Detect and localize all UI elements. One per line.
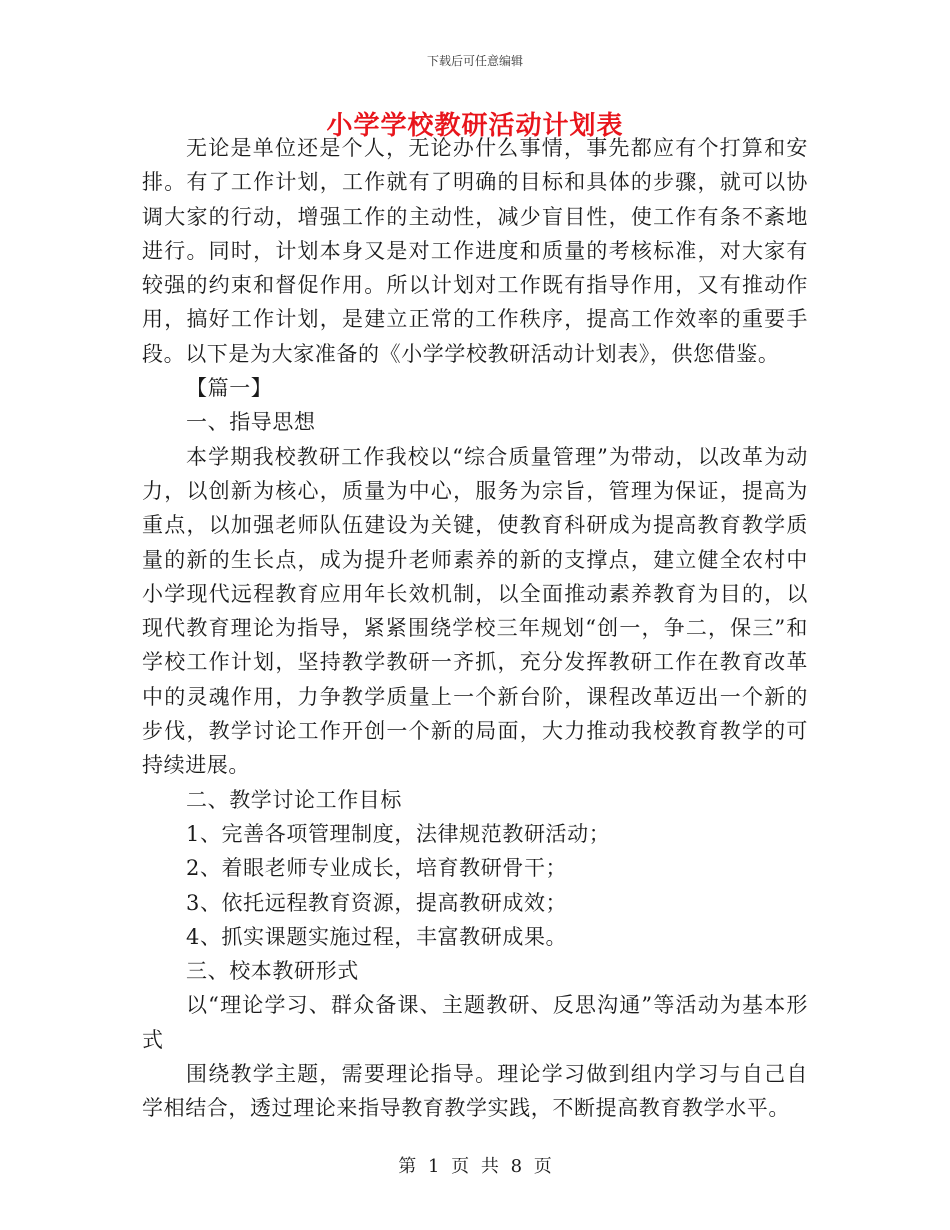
header-note: 下载后可任意编辑	[426, 54, 523, 68]
document-body	[142, 131, 808, 1126]
section-label: 【篇一】	[186, 376, 273, 401]
intro-paragraph: 无论是单位还是个人，无论办什么事情，事先都应有个打算和安排。有了工作计划，工作就有了明确的目标和具体的步骤，就可以协调大家的行动，增强工作的主动性，减少盲目性，使工作有条不紊地进行。同时，计划本身又是对工作进度和质量的考核标准，对大家有较强的约束和督促作用。所以计划对工作既有指导作用，又有推动作用，搞好工作计划，是建立正常的工作秩序，提高工作效率的重要手段。以下是为大家准备的《小学学校教研活动计划表》，供您借鉴。	[142, 136, 808, 366]
goal-item: 1、完善各项管理制度，法律规范教研活动；	[186, 821, 611, 846]
goal-item: 2、着眼老师专业成长，培育教研骨干；	[186, 856, 568, 881]
page-footer: 第 1 页 共 8 页	[398, 1156, 552, 1177]
goal-item: 3、依托远程教育资源，提高教研成效；	[186, 890, 568, 915]
document-title: 小学学校教研活动计划表	[326, 111, 624, 141]
section-heading-goals: 二、教学讨论工作目标	[186, 787, 402, 812]
theory-paragraph: 围绕教学主题，需要理论指导。理论学习做到组内学习与自己自学相结合，透过理论来指导教育教学实践，不断提高教育教学水平。	[142, 1062, 808, 1121]
goal-item: 4、抓实课题实施过程，丰富教研成果。	[186, 924, 568, 949]
guiding-idea-paragraph: 本学期我校教研工作我校以“综合质量管理”为带动，以改革为动力，以创新为核心，质量为中心，服务为宗旨，管理为保证，提高为重点，以加强老师队伍建设为关键，使教育科研成为提高教育教学质量的新的生长点，成为提升老师素养的新的支撑点，建立健全农村中小学现代远程教育应用年长效机制，以全面推动素养教育为目的，以现代教育理论为指导，紧紧围绕学校三年规划“创一，争二，保三”和学校工作计划，坚持教学教研一齐抓，充分发挥教研工作在教育改革中的灵魂作用，力争教学质量上一个新台阶，课程改革迈出一个新的步伐，教学讨论工作开创一个新的局面，大力推动我校教育教学的可持续进展。	[142, 444, 808, 778]
section-heading-forms: 三、校本教研形式	[186, 959, 359, 984]
forms-paragraph: 以“理论学习、群众备课、主题教研、反思沟通”等活动为基本形式	[142, 993, 808, 1052]
section-heading-guiding-idea: 一、指导思想	[186, 410, 316, 435]
